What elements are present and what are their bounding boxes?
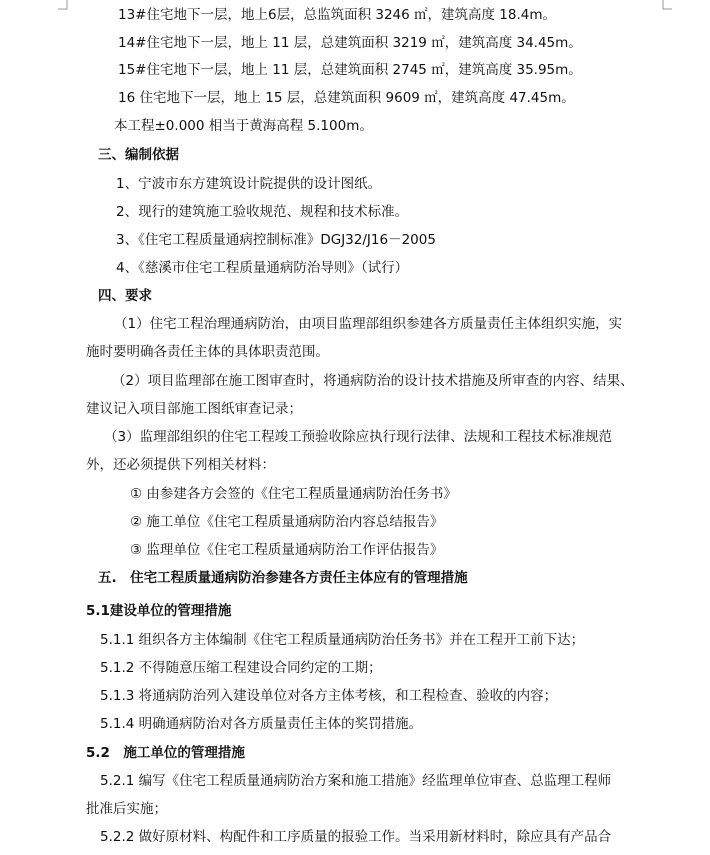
list-item: 1、宁波市东方建筑设计院提供的设计图纸。	[116, 176, 382, 192]
paragraph-line: （3）监理部组织的住宅工程竣工预验收除应执行现行法律、法规和工程技术标准规范	[104, 429, 613, 445]
subsection-heading: 5.1建设单位的管理措施	[86, 603, 232, 619]
subsection-heading: 5.2 施工单位的管理措施	[86, 745, 245, 761]
page-corner-mark-left	[58, 0, 68, 10]
section-heading: 四、要求	[98, 288, 152, 304]
paragraph-line: 施时要明确各责任主体的具体职责范围。	[86, 344, 329, 360]
list-item: 4、《慈溪市住宅工程质量通病防治导则》（试行）	[116, 260, 409, 276]
section-heading: 三、编制依据	[98, 147, 179, 163]
paragraph-line: 建议记入项目部施工图纸审查记录；	[86, 401, 302, 417]
list-item: ① 由参建各方会签的《住宅工程质量通病防治任务书》	[130, 486, 457, 502]
list-item: 2、现行的建筑施工验收规范、规程和技术标准。	[116, 204, 409, 220]
list-item: ② 施工单位《住宅工程质量通病防治内容总结报告》	[130, 514, 444, 530]
page-corner-mark-right	[662, 0, 672, 10]
paragraph-line: （2）项目监理部在施工图审查时，将通病防治的设计技术措施及所审查的内容、结果、	[112, 373, 634, 389]
list-item: 5.1.4 明确通病防治对各方质量责任主体的奖罚措施。	[100, 716, 423, 732]
list-item: 5.1.2 不得随意压缩工程建设合同约定的工期；	[100, 660, 382, 676]
paragraph-line: 本工程±0.000 相当于黄海高程 5.100m。	[114, 118, 373, 134]
paragraph-line: 5.2.2 做好原材料、构配件和工序质量的报验工作。当采用新材料时，除应具有产品合	[100, 829, 612, 845]
paragraph-line: 5.2.1 编写《住宅工程质量通病防治方案和施工措施》经监理单位审查、总监理工程师	[100, 773, 612, 789]
paragraph-line: 批准后实施；	[86, 801, 167, 817]
paragraph-line: 16 住宅地下一层，地上 15 层，总建筑面积 9609 ㎡，建筑高度 47.45m。	[118, 90, 575, 106]
list-item: 3、《住宅工程质量通病控制标准》DGJ32/J16－2005	[116, 232, 436, 248]
paragraph-line: 外，还必须提供下列相关材料：	[86, 457, 275, 473]
paragraph-line: 15#住宅地下一层，地上 11 层，总建筑面积 2745 ㎡，建筑高度 35.95m。	[118, 62, 582, 78]
list-item: ③ 监理单位《住宅工程质量通病防治工作评估报告》	[130, 542, 444, 558]
section-heading: 五. 住宅工程质量通病防治参建各方责任主体应有的管理措施	[98, 570, 468, 586]
list-item: 5.1.1 组织各方主体编制《住宅工程质量通病防治任务书》并在工程开工前下达；	[100, 632, 585, 648]
list-item: 5.1.3 将通病防治列入建设单位对各方主体考核，和工程检查、验收的内容；	[100, 688, 558, 704]
paragraph-line: （1）住宅工程治理通病防治，由项目监理部组织参建各方质量责任主体组织实施，实	[114, 316, 623, 332]
paragraph-line: 14#住宅地下一层，地上 11 层，总建筑面积 3219 ㎡，建筑高度 34.45m。	[118, 35, 582, 51]
paragraph-line: 13#住宅地下一层，地上6层，总监筑面积 3246 ㎡，建筑高度 18.4m。	[118, 7, 557, 23]
